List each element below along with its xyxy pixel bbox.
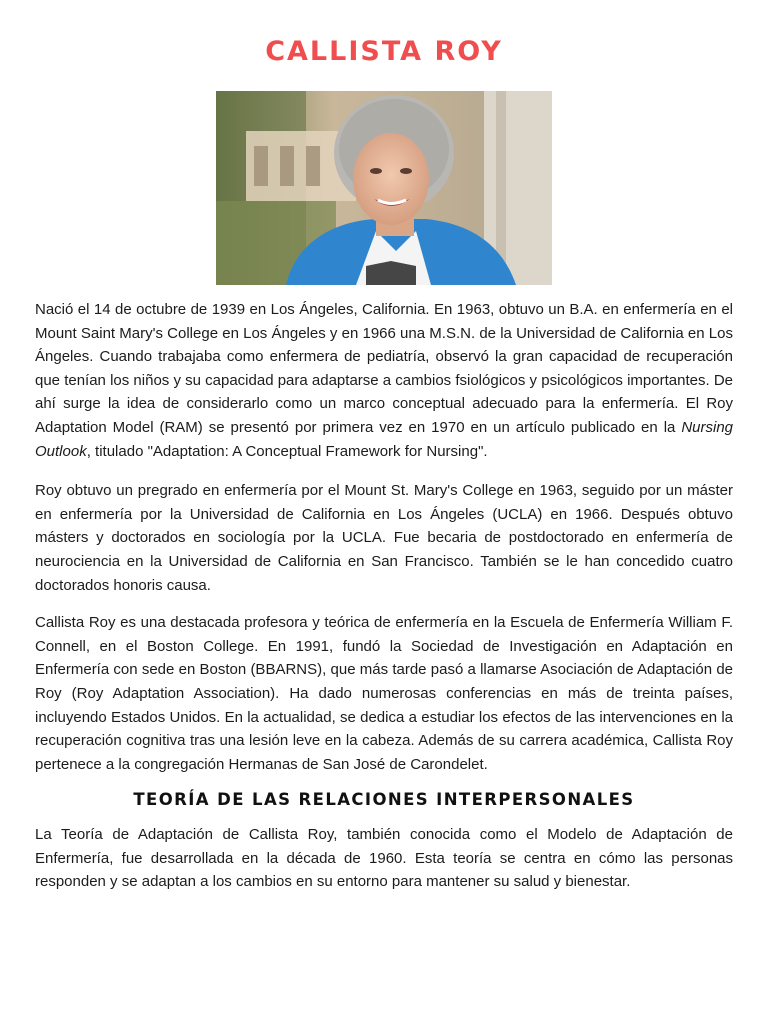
journal-name: Nursing Outlook bbox=[35, 418, 733, 460]
section-heading: TEORÍA DE LAS RELACIONES INTERPERSONALES bbox=[133, 790, 635, 810]
bio-paragraph-2: Roy obtuvo un pregrado en enfermería por el Mount St. Mary's College en 1963, seguido por un máster en enfermería por la Universidad de California en Los Ángeles (UCLA) en 1966. Después obtuvo másters y doctorados en sociología por la UCLA. Fue becaria de postdoctorado en enfermería de neurociencia en la Universidad de California en San Francisco. También se le han concedido cuatro doctorados honoris causa. bbox=[35, 482, 733, 594]
portrait-photo bbox=[216, 91, 552, 285]
bio-paragraph-1 bbox=[35, 298, 733, 463]
bio-paragraph-3: Callista Roy es una destacada profesora y teórica de enfermería en la Escuela de Enfermería William F. Connell, en el Boston College. En 1991, fundó la Sociedad de Investigación en Adaptación en Enfermería con sede en Boston (BBARNS), que más tarde pasó a llamarse Asociación de Adaptación de Roy (Roy Adaptation Association). Ha dado numerosas conferencias en más de treinta países, incluyendo Estados Unidos. En la actualidad, se dedica a estudiar los efectos de las intervenciones en la recuperación cognitiva tras una lesión leve en la cabeza. Además de su carrera académica, Callista Roy pertenece a la congregación Hermanas de San José de Carondelet. bbox=[35, 614, 733, 773]
bio-paragraph-1-tail: , titulado "Adaptation: A Conceptual Framework for Nursing". bbox=[86, 442, 488, 460]
article-body bbox=[35, 298, 733, 908]
bio-paragraph-1-text: Nació el 14 de octubre de 1939 en Los Ángeles, California. En 1963, obtuvo un B.A. en enfermería en el Mount Saint Mary's College en Los Ángeles y en 1966 una M.S.N. de la Universidad de California en Los Ángeles. Cuando trabajaba como enfermera de pediatría, observó la gran capacidad de recuperación que tenían los niños y su capacidad para adaptarse a cambios fsiológicos y psicológicos importantes. De ahí surge la idea de considerarlo como un marco conceptual adecuado para la enfermería. El Roy Adaptation Model (RAM) se presentó por primera vez en 1970 en un artículo publicado en la bbox=[35, 301, 733, 436]
theory-paragraph: La Teoría de Adaptación de Callista Roy, también conocida como el Modelo de Adaptación de Enfermería, fue desarrollada en la década de 1960. Esta teoría se centra en cómo las personas responden y se adaptan a los cambios en su entorno para mantener su salud y bienestar. bbox=[35, 826, 733, 891]
page-title: CALLISTA ROY bbox=[265, 36, 503, 67]
